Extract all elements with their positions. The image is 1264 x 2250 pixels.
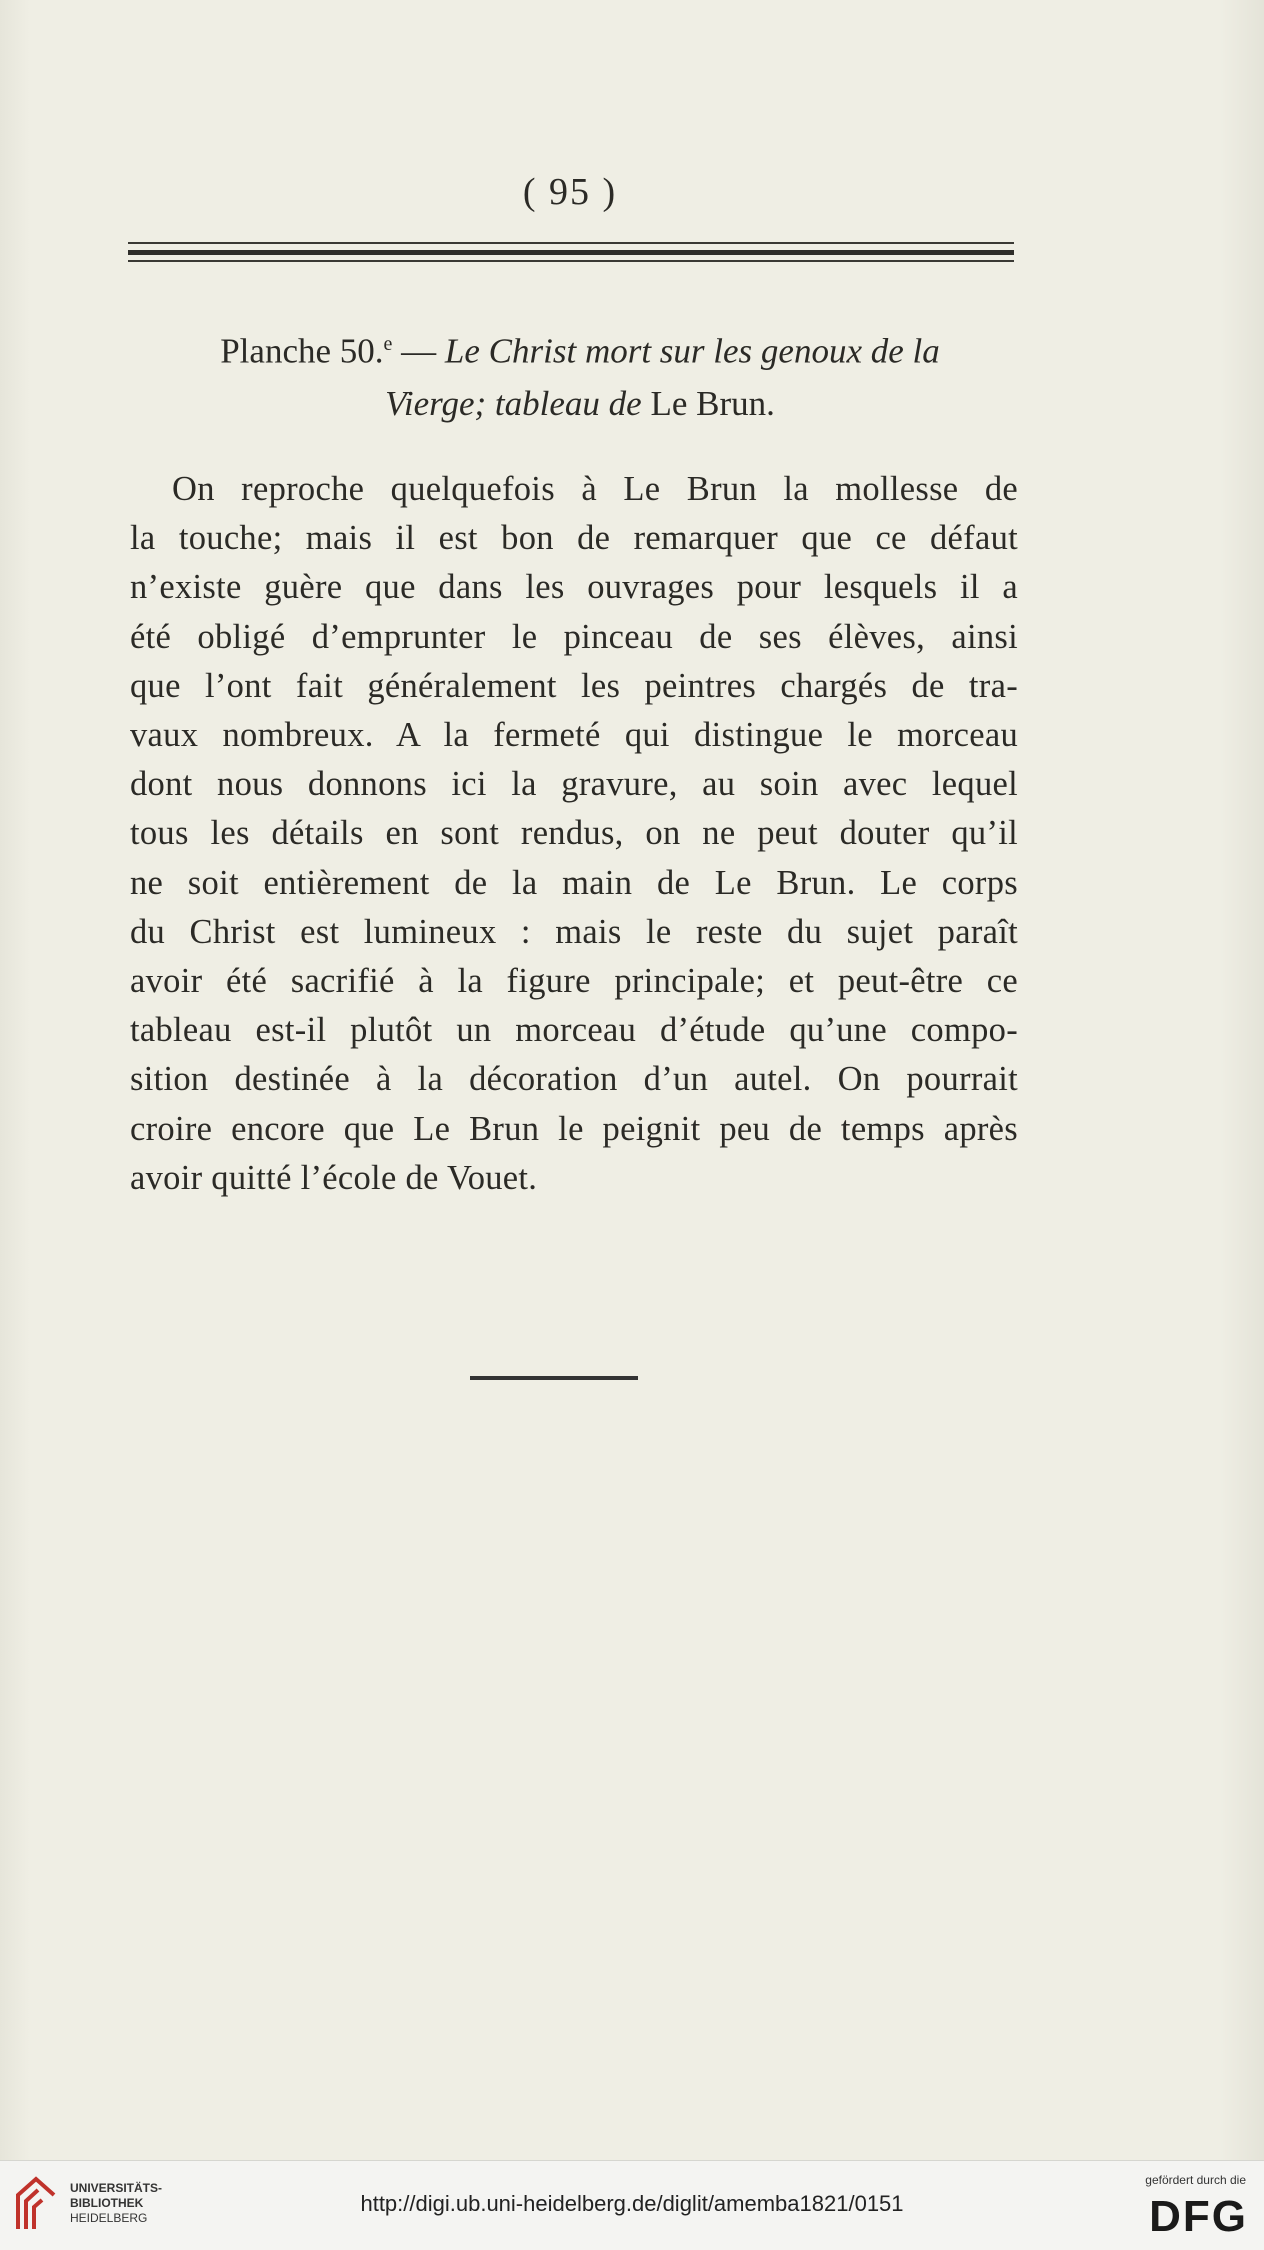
plate-title-line-2: Vierge; tableau de — [385, 383, 642, 423]
end-rule — [470, 1376, 638, 1380]
plate-heading — [140, 318, 1020, 430]
plate-heading-line-2 — [140, 378, 1020, 430]
plate-heading-line-1 — [140, 318, 1020, 378]
library-name-line-1: UNIVERSITÄTS- — [70, 2181, 163, 2195]
text-line: avoir quitté l’école de Vouet. — [130, 1158, 538, 1197]
text-line: croire encore que Le Brun le peignit peu de temps après — [130, 1109, 1018, 1148]
plate-artist: Le Brun. — [641, 383, 775, 423]
text-line: n’existe guère que dans les ouvrages pour lesquels il a — [130, 568, 1018, 607]
page-number: ( 95 ) — [522, 171, 618, 213]
funding-note: gefördert durch die — [1145, 2173, 1246, 2187]
plate-number-superscript: e — [383, 333, 393, 355]
library-name-line-3: HEIDELBERG — [70, 2211, 148, 2225]
header-rule-bottom — [128, 260, 1014, 262]
text-line: avoir été sacrifié à la figure principale; et peut-être ce — [130, 962, 1018, 1001]
plate-title-line-1: Le Christ mort sur les genoux de la — [444, 331, 940, 371]
text-line: sition destinée à la décoration d’un autel. On pourrait — [130, 1060, 1018, 1099]
commentary-paragraph — [130, 465, 1018, 1203]
library-name-line-2: BIBLIOTHEK — [70, 2196, 144, 2210]
header-rule-middle — [128, 250, 1014, 255]
plate-number: Planche 50. — [220, 331, 384, 371]
heading-dash: — — [392, 331, 445, 371]
footer-bar — [0, 2160, 1264, 2250]
text-line: ne soit entièrement de la main de Le Brun. Le corps — [130, 863, 1018, 902]
text-line: été obligé d’emprunter le pinceau de ses élèves, ainsi — [130, 617, 1018, 656]
text-line: tous les détails en sont rendus, on ne peut douter qu’il — [130, 814, 1018, 853]
text-line: que l’ont fait généralement les peintres chargés de tra- — [130, 666, 1018, 705]
text-line: vaux nombreux. A la fermeté qui distingue le morceau — [130, 716, 1018, 755]
permalink-url[interactable]: http://digi.ub.uni-heidelberg.de/diglit/amemba1821/0151 — [360, 2191, 904, 2216]
text-line: On reproche quelquefois à Le Brun la mollesse de — [172, 470, 1018, 508]
dfg-logo: DFG — [1149, 2192, 1248, 2241]
text-line: dont nous donnons ici la gravure, au soin avec lequel — [130, 765, 1018, 804]
text-line: tableau est-il plutôt un morceau d’étude qu’une compo- — [130, 1011, 1018, 1050]
text-line: du Christ est lumineux : mais le reste du sujet paraît — [130, 912, 1018, 951]
header-rule-top — [128, 242, 1014, 244]
text-line: la touche; mais il est bon de remarquer que ce défaut — [130, 519, 1018, 558]
